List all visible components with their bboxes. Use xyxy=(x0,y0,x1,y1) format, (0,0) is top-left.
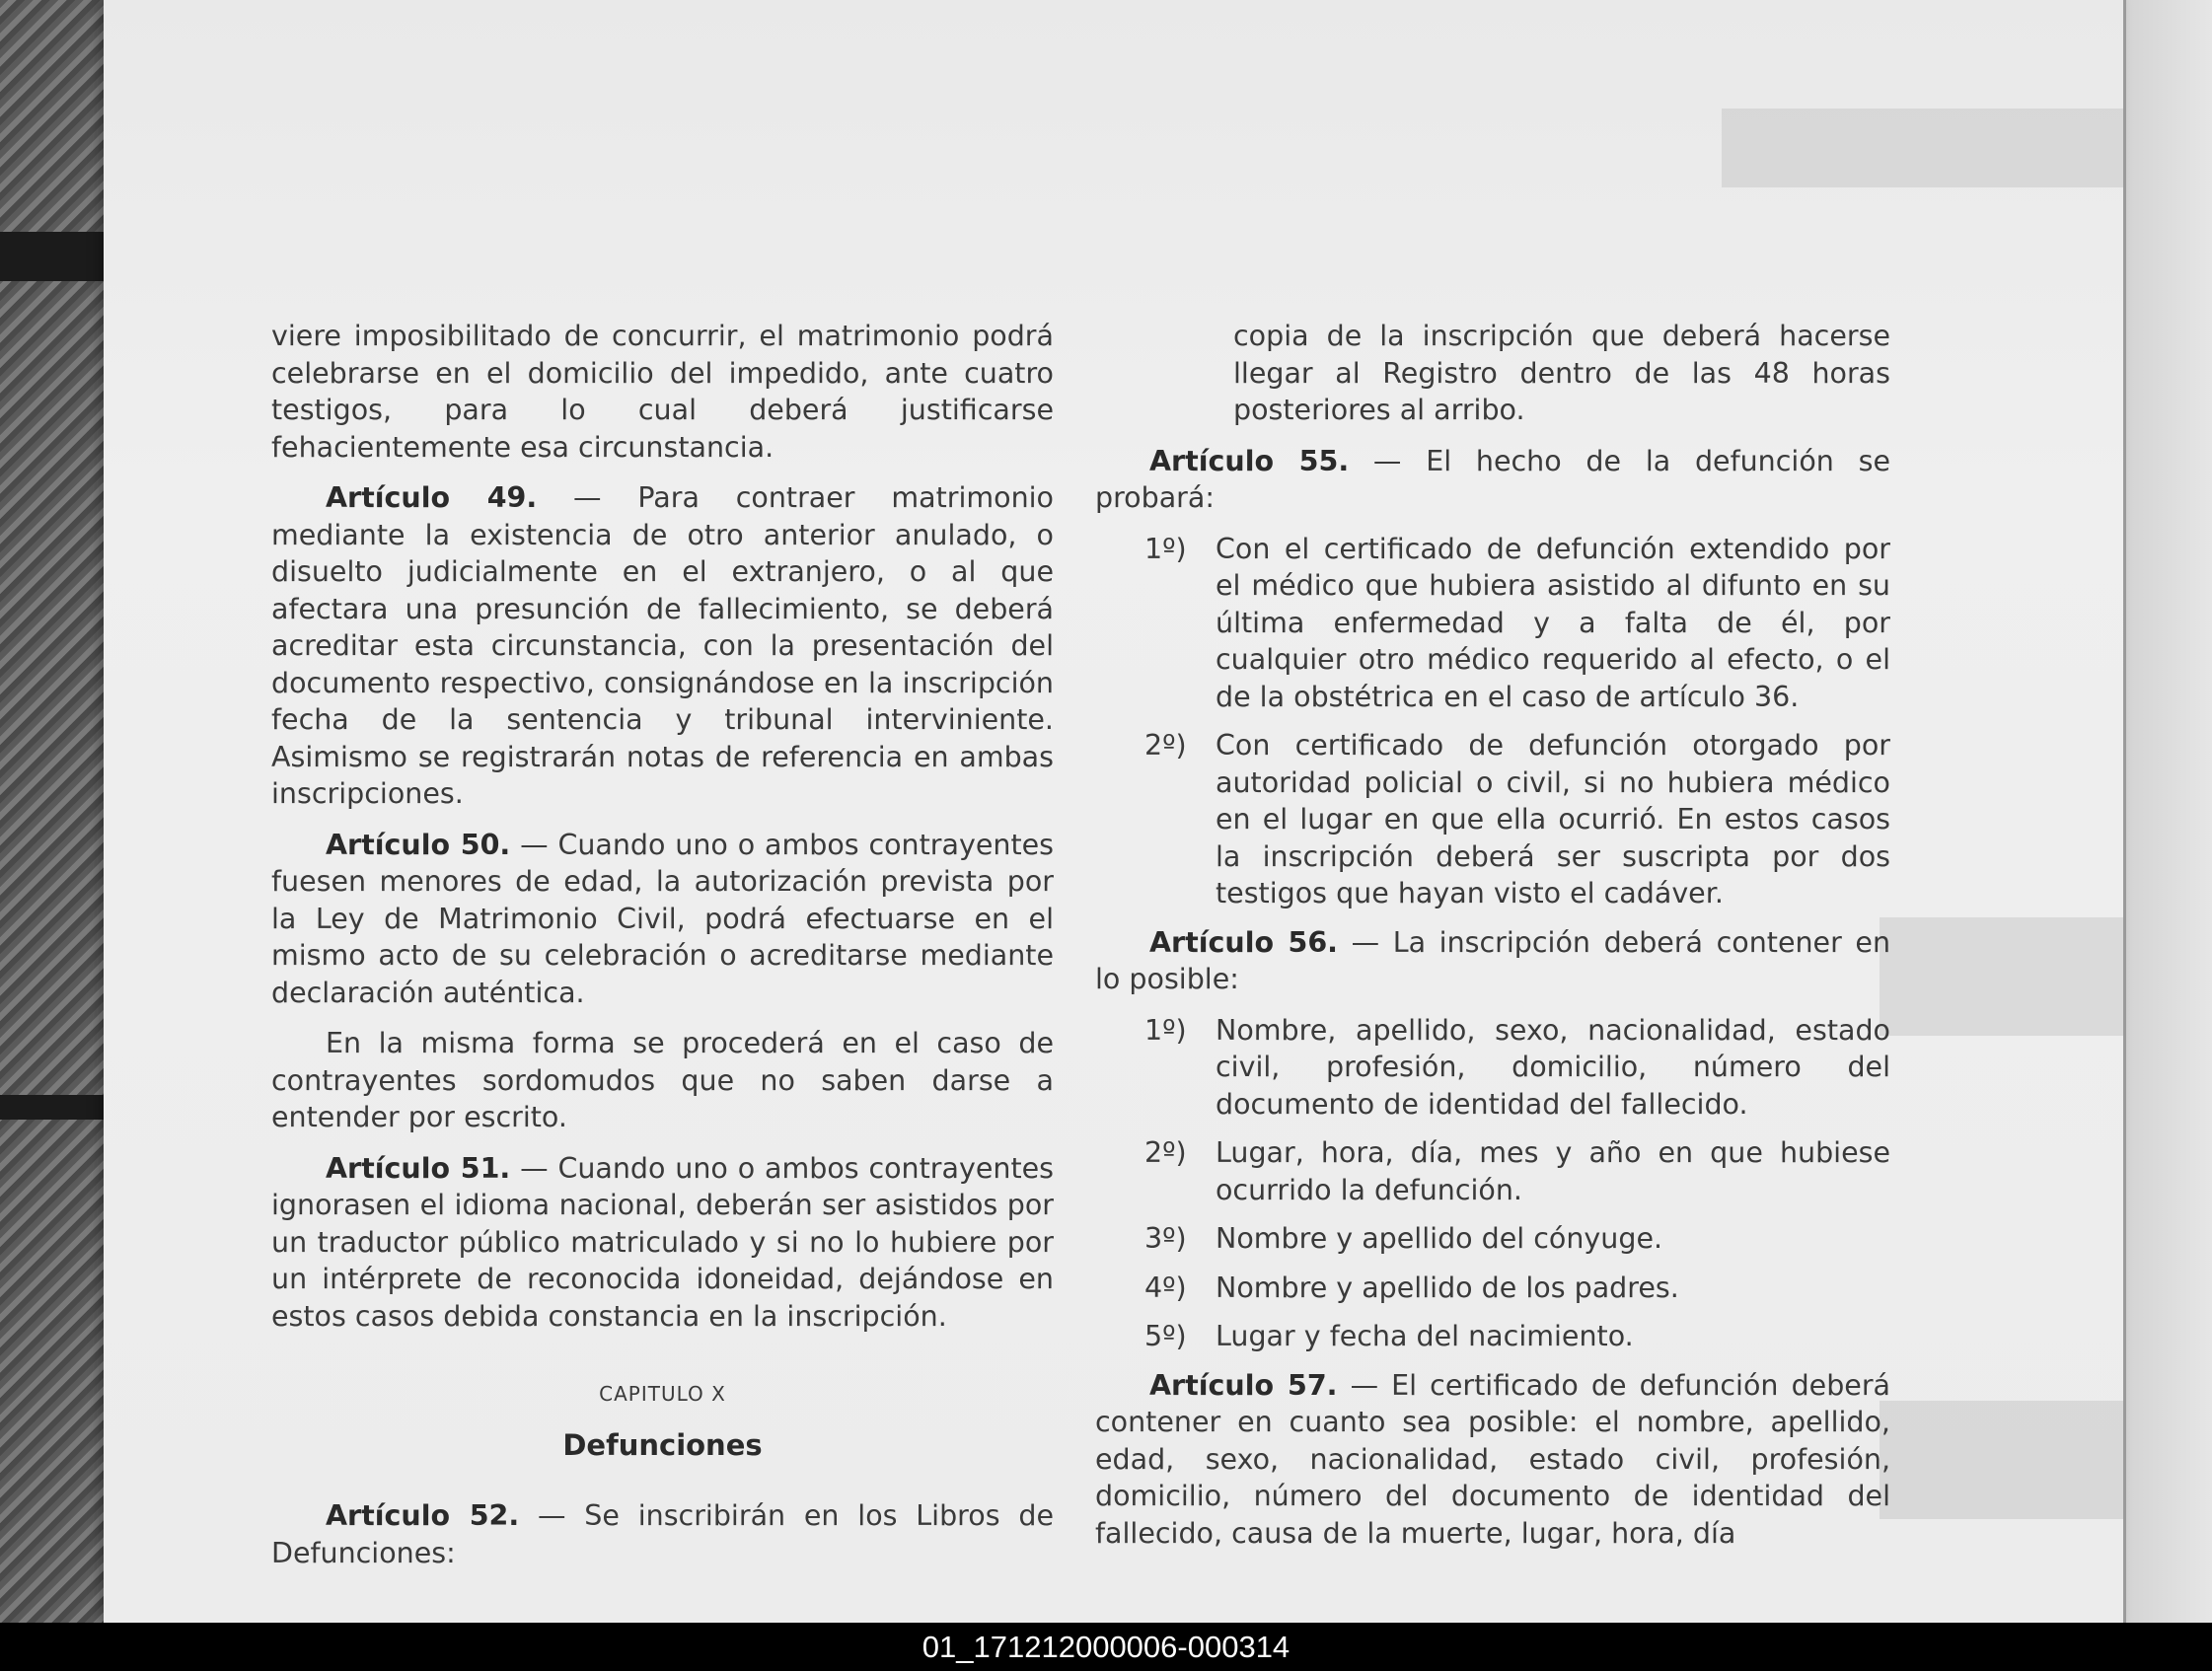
article-text: — Cuando uno o ambos contrayentes ignorasen el idioma nacional, deberán ser asistidos por un traductor público matriculado y si no lo hubiere por un intérprete de reconocida idoneidad, dejándose en estos casos debida constancia en la inscripción. xyxy=(271,1151,1055,1333)
paragraph-continuation: copia de la inscripción que deberá hacerse llegar al Registro dentro de las 48 horas posteriores al arribo. xyxy=(1233,320,1890,426)
list-item xyxy=(1095,1012,1890,1124)
list-item xyxy=(1095,531,1890,716)
list-text: Nombre y apellido del cónyuge. xyxy=(1216,1222,1663,1255)
article-51 xyxy=(271,1150,1054,1336)
article-52 xyxy=(271,1497,1054,1571)
list-item xyxy=(1095,1270,1890,1307)
list-text: Lugar y fecha del nacimiento. xyxy=(1216,1320,1634,1352)
list-text: Con el certificado de defunción extendido por el médico que hubiera asistido al difunto en su última enfermedad y a falta de él, por cualquier otro médico requerido al efecto, o el de la obstétrica en el caso de artículo 36. xyxy=(1216,532,1890,713)
article-text: — Para contraer matrimonio mediante la existencia de otro anterior anulado, o disuelto judicialmente en el extranjero, o al que afectara una presunción de fallecimiento, se deberá acreditar esta circunstancia, con la presentación del documento respectivo, consignándose en la inscripción fecha de la sentencia y tribunal interviniente. Asimismo se registrarán notas de referencia en ambas inscripciones. xyxy=(271,481,1054,810)
list-text: Con certificado de defunción otorgado por autoridad policial o civil, si no hubiera médico en el lugar en que ella ocurrió. En estos casos la inscripción deberá ser suscripta por dos testigos que hayan visto el cadáver. xyxy=(1216,729,1890,909)
list-item xyxy=(1095,1134,1890,1208)
chapter-heading: CAPITULO X xyxy=(599,1382,726,1406)
list-number: 2º) xyxy=(1144,729,1187,762)
tape-strip xyxy=(1880,1401,2126,1519)
article-56 xyxy=(1095,924,1890,998)
article-text: — Se inscribirán en los Libros de Defunciones: xyxy=(271,1499,1054,1569)
list-item xyxy=(1095,1318,1890,1355)
list-item xyxy=(1095,1220,1890,1258)
article-label: Artículo 56. xyxy=(1149,925,1338,959)
tape-strip xyxy=(1722,109,2126,187)
list-text: Nombre, apellido, sexo, nacionalidad, estado civil, profesión, domicilio, número del documento de identidad del fallecido. xyxy=(1216,1013,1890,1121)
list-text: Nombre y apellido de los padres. xyxy=(1216,1271,1679,1304)
article-label: Artículo 57. xyxy=(1149,1368,1338,1402)
paragraph-continuation: viere imposibilitado de concurrir, el matrimonio podrá celebrarse en el domicilio del impedido, ante cuatro testigos, para lo cual deberá justificarse fehacientemente esa circunstancia. xyxy=(271,320,1054,464)
list-number: 3º) xyxy=(1144,1222,1187,1255)
left-column xyxy=(271,318,1054,1585)
list-number: 1º) xyxy=(1144,1013,1187,1047)
list-number: 1º) xyxy=(1144,532,1187,565)
article-label: Artículo 55. xyxy=(1149,444,1350,477)
article-text: — El hecho de la defunción se probará: xyxy=(1095,444,1890,514)
article-label: Artículo 49. xyxy=(326,481,538,514)
chapter-title: Defunciones xyxy=(562,1427,763,1462)
list-text: Lugar, hora, día, mes y año en que hubiese ocurrido la defunción. xyxy=(1216,1136,1890,1206)
document-page xyxy=(104,0,2126,1623)
article-49 xyxy=(271,479,1054,813)
article-label: Artículo 51. xyxy=(326,1151,511,1185)
list-number: 2º) xyxy=(1144,1136,1187,1169)
list-number: 4º) xyxy=(1144,1271,1187,1304)
article-label: Artículo 52. xyxy=(326,1499,520,1532)
article-55 xyxy=(1095,443,1890,517)
article-text: — La inscripción deberá contener en lo posible: xyxy=(1095,925,1891,995)
article-text: — El certificado de defunción deberá contener en cuanto sea posible: el nombre, apellido, edad, sexo, nacionalidad, estado civil, profesión, domicilio, número del documento de identidad del fallecido, causa de la muerte, lugar, hora, día xyxy=(1095,1368,1890,1550)
article-text: — Cuando uno o ambos contrayentes fuesen menores de edad, la autorización prevista por la Ley de Matrimonio Civil, podrá efectuarse en el mismo acto de su celebración o acreditarse mediante declaración auténtica. xyxy=(271,828,1055,1009)
right-column xyxy=(1095,318,1890,1565)
page-fold xyxy=(2123,0,2126,1623)
article-label: Artículo 50. xyxy=(326,828,511,861)
image-id-footer: 01_171212000006-000314 xyxy=(0,1623,2212,1671)
list-item xyxy=(1095,727,1890,912)
tape-strip xyxy=(1880,917,2126,1036)
article-50 xyxy=(271,827,1054,1012)
article-57 xyxy=(1095,1367,1890,1553)
list-number: 5º) xyxy=(1144,1320,1187,1352)
article-50-paragraph-2: En la misma forma se procederá en el caso de contrayentes sordomudos que no saben darse a entender por escrito. xyxy=(271,1027,1054,1133)
